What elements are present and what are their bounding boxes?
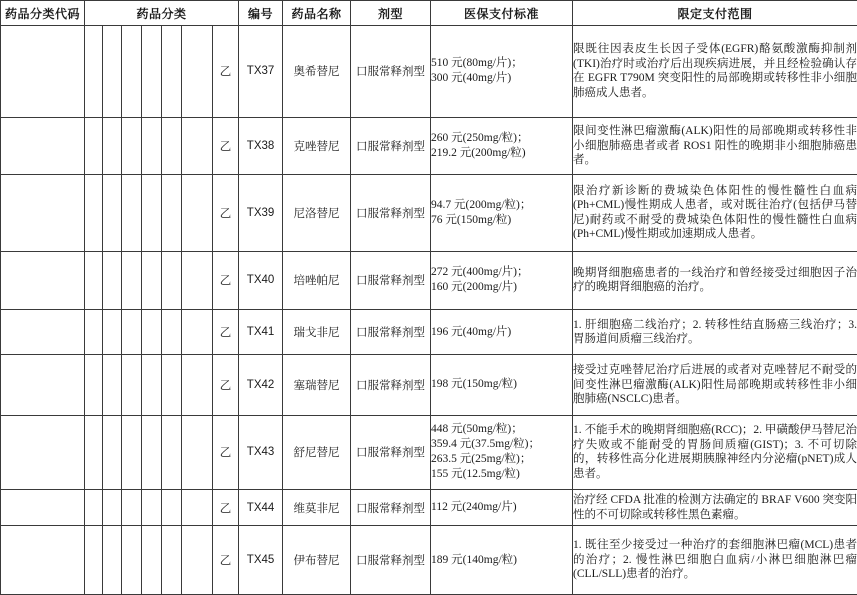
- price-cell: [431, 309, 573, 354]
- category-subcell: [182, 355, 213, 415]
- scope-cell: 治疗经 CFDA 批准的检测方法确定的 BRAF V600 突变阳性的不可切除或转移性黑色素瘤。: [573, 490, 857, 526]
- header-name: 药品名称: [283, 1, 351, 26]
- code-cell: TX39: [239, 175, 283, 252]
- category-code-cell: [1, 490, 85, 526]
- category-code-cell: [1, 355, 85, 415]
- category-subcell: [85, 175, 103, 252]
- price-line: 510 元(80mg/片)；: [431, 57, 523, 70]
- category-subcell: [103, 309, 122, 354]
- category-subcell: [103, 175, 122, 252]
- category-subcell: [142, 415, 162, 490]
- drug-name-cell: 塞瑞替尼: [283, 355, 351, 415]
- drug-name-cell: 维莫非尼: [283, 490, 351, 526]
- dosage-form-cell: 口服常释剂型: [351, 309, 431, 354]
- category-subcell: [85, 251, 103, 309]
- code-cell: TX44: [239, 490, 283, 526]
- drug-name-cell: 瑞戈非尼: [283, 309, 351, 354]
- category-code-cell: [1, 251, 85, 309]
- category-cell: 乙: [213, 355, 239, 415]
- category-subcell: [182, 526, 213, 595]
- category-subcell: [142, 26, 162, 118]
- category-subcell: [122, 26, 142, 118]
- price-line: 263.5 元(25mg/粒)；: [431, 453, 532, 466]
- dosage-form-cell: 口服常释剂型: [351, 355, 431, 415]
- category-subcell: [142, 526, 162, 595]
- category-subcell: [182, 415, 213, 490]
- header-scope: 限定支付范围: [573, 1, 857, 26]
- price-cell: [431, 490, 573, 526]
- category-subcell: [142, 309, 162, 354]
- scope-cell: 晚期肾细胞癌患者的一线治疗和曾经接受过细胞因子治疗的晚期肾细胞癌的治疗。: [573, 251, 857, 309]
- category-code-cell: [1, 526, 85, 595]
- category-subcell: [162, 26, 182, 118]
- price-line: 260 元(250mg/粒)；: [431, 131, 529, 144]
- table-row: [1, 526, 857, 595]
- dosage-form-cell: 口服常释剂型: [351, 490, 431, 526]
- price-cell: [431, 415, 573, 490]
- category-subcell: [85, 526, 103, 595]
- table-row: [1, 415, 857, 490]
- category-subcell: [85, 355, 103, 415]
- code-cell: TX42: [239, 355, 283, 415]
- category-subcell: [103, 415, 122, 490]
- price-line: 219.2 元(200mg/粒): [431, 146, 526, 159]
- scope-cell: 限既往因表皮生长因子受体(EGFR)酪氨酸激酶抑制剂(TKI)治疗时或治疗后出现疾病进展，并且经检验确认存在 EGFR T790M 突变阳性的局部晚期或转移性非小细胞肺癌成人患者。: [573, 26, 857, 118]
- code-cell: TX45: [239, 526, 283, 595]
- category-subcell: [122, 526, 142, 595]
- drug-name-cell: 奥希替尼: [283, 26, 351, 118]
- category-subcell: [142, 251, 162, 309]
- code-cell: TX41: [239, 309, 283, 354]
- category-cell: 乙: [213, 251, 239, 309]
- price-cell: [431, 355, 573, 415]
- category-subcell: [85, 490, 103, 526]
- category-cell: 乙: [213, 117, 239, 174]
- category-subcell: [182, 251, 213, 309]
- price-cell: [431, 117, 573, 174]
- category-subcell: [142, 175, 162, 252]
- category-subcell: [85, 117, 103, 174]
- category-subcell: [162, 490, 182, 526]
- scope-cell: 1. 不能手术的晚期肾细胞癌(RCC)；2. 甲磺酸伊马替尼治疗失败或不能耐受的胃肠间质瘤(GIST)；3. 不可切除的，转移性高分化进展期胰腺神经内分泌瘤(pNET)成人患者。: [573, 415, 857, 490]
- category-subcell: [103, 26, 122, 118]
- scope-cell: 接受过克唑替尼治疗后进展的或者对克唑替尼不耐受的间变性淋巴瘤激酶(ALK)阳性局部晚期或转移性非小细胞肺癌(NSCLC)患者。: [573, 355, 857, 415]
- price-line: 76 元(150mg/粒): [431, 213, 512, 226]
- scope-cell: 1. 既往至少接受过一种治疗的套细胞淋巴瘤(MCL)患者的治疗；2. 慢性淋巴细胞白血病/小淋巴细胞淋巴瘤(CLL/SLL)患者的治疗。: [573, 526, 857, 595]
- drug-name-cell: 尼洛替尼: [283, 175, 351, 252]
- scope-cell: 限间变性淋巴瘤激酶(ALK)阳性的局部晚期或转移性非小细胞肺癌患者或者 ROS1 阳性的晚期非小细胞肺癌患者。: [573, 117, 857, 174]
- table-body: [1, 26, 857, 595]
- category-subcell: [85, 309, 103, 354]
- category-subcell: [142, 355, 162, 415]
- price-line: 94.7 元(200mg/粒)；: [431, 198, 532, 211]
- category-subcell: [103, 490, 122, 526]
- category-code-cell: [1, 309, 85, 354]
- price-line: 189 元(140mg/粒): [431, 553, 517, 566]
- price-line: 448 元(50mg/粒)；: [431, 423, 523, 436]
- category-subcell: [182, 175, 213, 252]
- category-cell: 乙: [213, 415, 239, 490]
- code-cell: TX40: [239, 251, 283, 309]
- header-price: 医保支付标准: [431, 1, 573, 26]
- header-category: 药品分类: [85, 1, 239, 26]
- category-subcell: [142, 490, 162, 526]
- code-cell: TX43: [239, 415, 283, 490]
- category-subcell: [162, 309, 182, 354]
- category-subcell: [122, 175, 142, 252]
- table-row: [1, 490, 857, 526]
- price-line: 155 元(12.5mg/粒): [431, 468, 520, 481]
- price-cell: [431, 175, 573, 252]
- category-subcell: [122, 355, 142, 415]
- category-subcell: [182, 117, 213, 174]
- scope-cell: 1. 肝细胞癌二线治疗；2. 转移性结直肠癌三线治疗；3. 胃肠道间质瘤三线治疗。: [573, 309, 857, 354]
- category-subcell: [122, 309, 142, 354]
- dosage-form-cell: 口服常释剂型: [351, 415, 431, 490]
- category-code-cell: [1, 26, 85, 118]
- header-category-code: 药品分类代码: [1, 1, 85, 26]
- price-line: 272 元(400mg/片)；: [431, 266, 529, 279]
- scope-cell: 限治疗新诊断的费城染色体阳性的慢性髓性白血病(Ph+CML)慢性期成人患者，或对既往治疗(包括伊马替尼)耐药或不耐受的费城染色体阳性的慢性髓性白血病(Ph+CML)慢性期或加速期成人患者。: [573, 175, 857, 252]
- table-row: [1, 26, 857, 118]
- category-subcell: [85, 26, 103, 118]
- dosage-form-cell: 口服常释剂型: [351, 175, 431, 252]
- table-row: [1, 117, 857, 174]
- dosage-form-cell: 口服常释剂型: [351, 26, 431, 118]
- category-subcell: [103, 355, 122, 415]
- category-subcell: [103, 251, 122, 309]
- drug-name-cell: 克唑替尼: [283, 117, 351, 174]
- category-subcell: [162, 355, 182, 415]
- price-line: 300 元(40mg/片): [431, 72, 512, 85]
- category-cell: 乙: [213, 26, 239, 118]
- category-subcell: [162, 415, 182, 490]
- dosage-form-cell: 口服常释剂型: [351, 251, 431, 309]
- drug-name-cell: 伊布替尼: [283, 526, 351, 595]
- category-subcell: [103, 117, 122, 174]
- category-subcell: [182, 26, 213, 118]
- table-row: [1, 175, 857, 252]
- header-form: 剂型: [351, 1, 431, 26]
- category-subcell: [182, 490, 213, 526]
- category-code-cell: [1, 175, 85, 252]
- price-line: 160 元(200mg/片): [431, 281, 517, 294]
- category-cell: 乙: [213, 490, 239, 526]
- price-cell: [431, 26, 573, 118]
- price-line: 198 元(150mg/粒): [431, 378, 517, 391]
- category-subcell: [103, 526, 122, 595]
- price-cell: [431, 526, 573, 595]
- category-subcell: [85, 415, 103, 490]
- price-line: 112 元(240mg/片): [431, 501, 517, 514]
- category-subcell: [122, 117, 142, 174]
- price-cell: [431, 251, 573, 309]
- category-subcell: [162, 251, 182, 309]
- category-cell: 乙: [213, 526, 239, 595]
- code-cell: TX37: [239, 26, 283, 118]
- code-cell: TX38: [239, 117, 283, 174]
- category-subcell: [122, 490, 142, 526]
- category-subcell: [122, 251, 142, 309]
- category-subcell: [162, 117, 182, 174]
- price-line: 359.4 元(37.5mg/粒)；: [431, 438, 540, 451]
- drug-name-cell: 舒尼替尼: [283, 415, 351, 490]
- table-row: [1, 309, 857, 354]
- price-line: 196 元(40mg/片): [431, 325, 512, 338]
- category-cell: 乙: [213, 175, 239, 252]
- category-subcell: [162, 175, 182, 252]
- header-row: [1, 1, 857, 26]
- category-subcell: [122, 415, 142, 490]
- category-cell: 乙: [213, 309, 239, 354]
- category-subcell: [142, 117, 162, 174]
- table-row: [1, 251, 857, 309]
- category-subcell: [162, 526, 182, 595]
- dosage-form-cell: 口服常释剂型: [351, 526, 431, 595]
- category-code-cell: [1, 117, 85, 174]
- category-code-cell: [1, 415, 85, 490]
- dosage-form-cell: 口服常释剂型: [351, 117, 431, 174]
- table-row: [1, 355, 857, 415]
- category-subcell: [182, 309, 213, 354]
- header-code: 编号: [239, 1, 283, 26]
- drug-name-cell: 培唑帕尼: [283, 251, 351, 309]
